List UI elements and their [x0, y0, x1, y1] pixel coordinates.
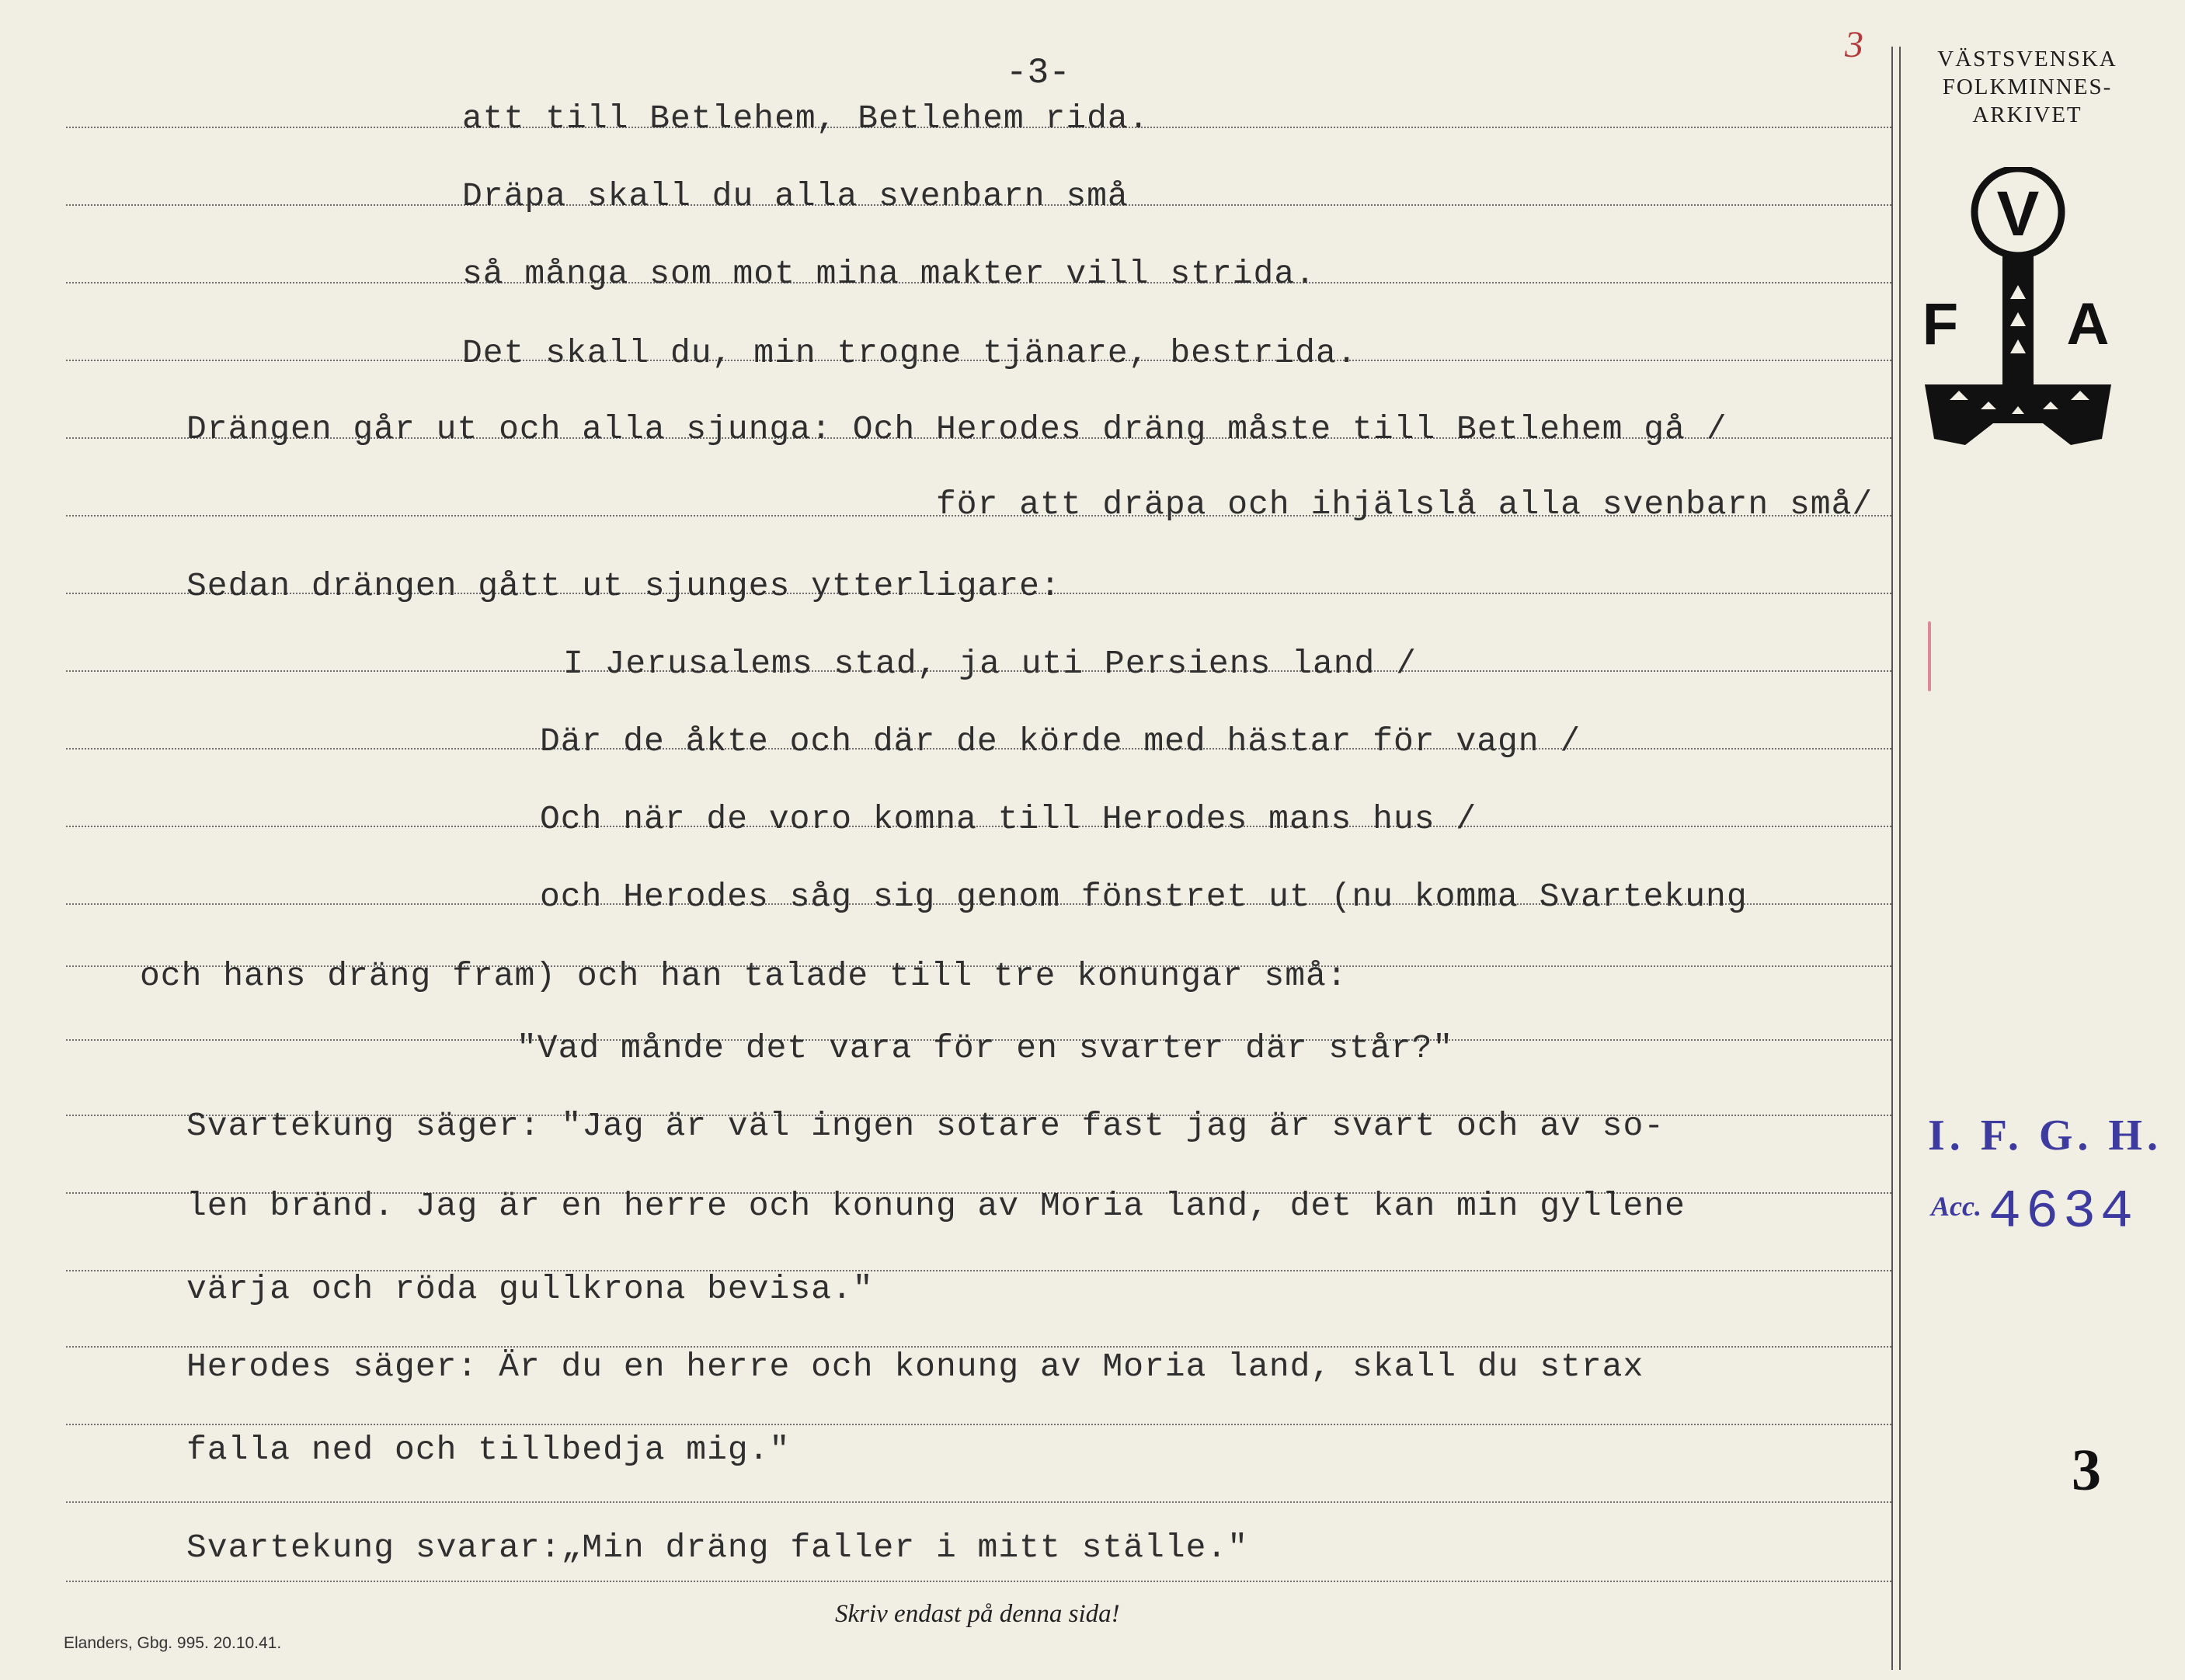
text-line: "Vad månde det vara för en svarter där står?"	[517, 1029, 1454, 1067]
text-line: och Herodes såg sig genom fönstret ut (nu komma Svartekung	[540, 878, 1748, 916]
pencil-mark	[1928, 621, 1931, 691]
text-line: Svartekung svarar:„Min dräng faller i mitt ställe."	[186, 1529, 1249, 1567]
ruled-line	[66, 1501, 1891, 1503]
stamp-acc-label: Acc.	[1931, 1191, 1981, 1222]
text-line: värja och röda gullkrona bevisa."	[186, 1270, 874, 1308]
archive-heading	[1895, 45, 2159, 129]
text-line: så många som mot mina makter vill strida.	[462, 255, 1316, 293]
logo-letter-v: V	[1996, 179, 2040, 249]
footer-instruction: Skriv endast på denna sida!	[835, 1600, 1120, 1628]
ruled-line	[66, 1424, 1891, 1425]
archive-heading-line: VÄSTSVENSKA	[1937, 47, 2117, 71]
text-line: och hans dräng fram) och han talade till tre konungar små:	[140, 957, 1348, 995]
text-line: för att dräpa och ihjälslå alla svenbarn små/	[936, 485, 1874, 523]
text-line: Drängen går ut och alla sjunga: Och Herodes dräng måste till Betlehem gå /	[186, 410, 1727, 448]
text-line: Dräpa skall du alla svenbarn små	[462, 177, 1129, 215]
text-line: Där de åkte och där de körde med hästar för vagn /	[540, 722, 1581, 760]
logo-letter-f: F	[1922, 291, 1959, 357]
printer-mark: Elanders, Gbg. 995. 20.10.41.	[64, 1634, 282, 1652]
text-line: falla ned och tillbedja mig."	[186, 1431, 791, 1469]
text-line: len bränd. Jag är en herre och konung av Moria land, det kan min gyllene	[186, 1187, 1686, 1225]
red-pencil-number: 3	[1845, 24, 1863, 65]
text-line: Det skall du, min trogne tjänare, bestrida.	[462, 334, 1358, 372]
text-line: Herodes säger: Är du en herre och konung av Moria land, skall du strax	[186, 1348, 1644, 1386]
archive-heading-line: FOLKMINNES-	[1942, 75, 2113, 99]
archive-logo-icon	[1919, 167, 2121, 462]
text-line: Svartekung säger: "Jag är väl ingen sotare fast jag är svart och av so-	[186, 1107, 1665, 1145]
ruled-line	[66, 1581, 1891, 1582]
text-line: Sedan drängen gått ut sjunges ytterligare:	[186, 567, 1061, 605]
stamp-initials: I. F. G. H.	[1928, 1111, 2162, 1160]
margin-rule-right	[1899, 47, 1901, 1670]
logo-letter-a: A	[2066, 291, 2110, 357]
page-number-top: -3-	[1006, 53, 1070, 93]
text-line: Och när de voro komna till Herodes mans hus /	[540, 800, 1477, 838]
margin-rule-left	[1891, 47, 1893, 1670]
text-line: I Jerusalems stad, ja uti Persiens land /	[563, 645, 1417, 683]
sheet-number: 3	[2072, 1438, 2101, 1503]
text-line: att till Betlehem, Betlehem rida.	[462, 99, 1150, 137]
archive-heading-line: ARKIVET	[1972, 103, 2082, 127]
stamp-acc-number: 4634	[1988, 1182, 2138, 1243]
